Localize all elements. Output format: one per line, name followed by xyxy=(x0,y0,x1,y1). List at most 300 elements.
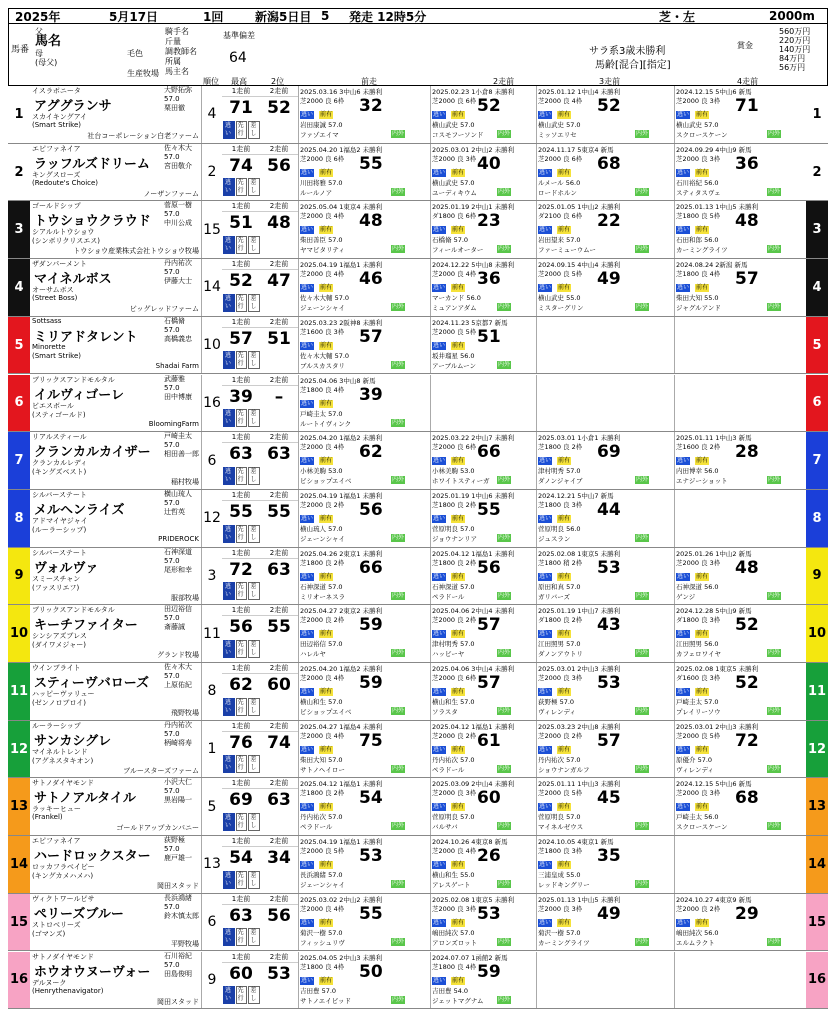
trainer-name: 田島俊明 xyxy=(164,969,192,978)
race-jockey: マーカンド 56.0 xyxy=(432,294,481,303)
race-jockey: 丹内祐次 57.0 xyxy=(432,755,475,764)
sire-name: リアルスティール xyxy=(32,433,87,442)
pace-mark: 逃い xyxy=(301,514,314,522)
second-value: 74 xyxy=(267,732,291,753)
dam-sire-name: (ゼンノロブロイ) xyxy=(32,699,86,707)
position-mark: 前有 xyxy=(558,918,571,926)
horse-info xyxy=(30,375,202,432)
horse-row xyxy=(8,952,828,1010)
finish-mark: 内外 xyxy=(636,187,649,195)
pace-mark: 逃い xyxy=(301,457,314,465)
race-course: 芝2000 良 2枠 xyxy=(432,616,477,625)
horse-name[interactable]: イルヴィゴーレ xyxy=(34,387,124,403)
race-winner: ミリオーネスラ xyxy=(300,592,346,601)
style-badge: 先行 xyxy=(236,640,248,658)
pace-mark: 逃い xyxy=(539,745,552,753)
horse-info xyxy=(30,605,202,662)
finish-mark: 内外 xyxy=(636,533,649,541)
farm-name: 服部牧場 xyxy=(171,593,199,602)
finish-mark: 内外 xyxy=(768,187,781,195)
race-heading: 2025.01.13 1中山5 未勝利 xyxy=(676,203,759,212)
second-label: 2走前 xyxy=(260,432,298,443)
prize-4: 84万円 xyxy=(779,54,806,63)
horse-row xyxy=(8,836,828,894)
race-cell-r2 xyxy=(430,201,536,258)
race-winner: ゲンジ xyxy=(676,592,696,601)
race-figure: 45 xyxy=(597,788,621,809)
race-winner: ジェーンシャイ xyxy=(300,534,345,543)
position-mark: 前有 xyxy=(320,976,333,984)
sire-name: ウインブライト xyxy=(32,664,81,672)
umaban-left: 9 xyxy=(8,548,30,605)
race-cell-r2 xyxy=(430,144,536,201)
pace-mark: 逃い xyxy=(301,918,314,926)
trainer-name: 田中博康 xyxy=(164,392,192,401)
jockey-name: 大野拓弥 xyxy=(164,86,192,94)
horse-name[interactable]: ラッフルズドリーム xyxy=(34,156,150,172)
horse-name[interactable]: キーチファイター xyxy=(34,618,138,634)
pace-mark: 逃い xyxy=(539,918,552,926)
finish-mark: 内外 xyxy=(498,303,511,311)
pace-mark: 逃い xyxy=(539,168,552,176)
finish-mark: 内外 xyxy=(392,707,405,714)
legend-rank: 順位 xyxy=(203,77,219,86)
horse-row xyxy=(8,317,828,375)
race-heading: 2025.04.12 1福島1 未勝利 xyxy=(432,722,515,731)
second-value: 51 xyxy=(267,328,291,349)
race-winner: アーブルムーン xyxy=(432,361,477,370)
race-jockey: 横山和生 57.0 xyxy=(300,698,343,706)
max-badges xyxy=(223,409,260,427)
max-label: 1走前 xyxy=(222,317,260,328)
race-heading: 2025.03.09 2中山4 未勝利 xyxy=(432,780,515,789)
position-mark: 前有 xyxy=(452,514,465,522)
race-course: 芝1800 良 4枠 xyxy=(676,270,721,279)
race-winner: ジュスラン xyxy=(538,534,571,543)
second-label: 2走前 xyxy=(260,548,298,559)
race-cell-r4 xyxy=(674,663,806,720)
style-badge: 差し xyxy=(248,121,260,139)
race-winner: エナジーショット xyxy=(676,477,728,486)
style-badge: 逃い xyxy=(223,640,235,658)
sire-name: ルーラーシップ xyxy=(32,721,81,730)
rank: 13 xyxy=(203,856,221,873)
max-badges xyxy=(223,236,260,254)
sire-name: サトノダイヤモンド xyxy=(32,952,94,961)
race-jockey: 柴田大知 55.0 xyxy=(676,294,719,303)
race-cell-r4 xyxy=(674,259,806,316)
race-course: 芝2000 良 5枠 xyxy=(300,847,345,856)
race-heading: 2024.07.07 1函館2 新馬 xyxy=(432,953,508,962)
race-cond: 馬齢[混合][指定] xyxy=(595,60,671,71)
race-jockey: 吉田豊 57.0 xyxy=(300,986,337,995)
weight: 57.0 xyxy=(164,787,180,796)
finish-mark: 内外 xyxy=(498,937,511,945)
jockey-name: 長浜鴻緒 xyxy=(164,893,192,902)
race-winner: ペラドール xyxy=(300,823,333,832)
finish-mark: 内外 xyxy=(498,245,511,253)
umaban-right: 1 xyxy=(806,86,828,143)
race-figure: 48 xyxy=(735,557,759,578)
style-badge: 先行 xyxy=(236,121,248,139)
style-badge: 差し xyxy=(248,813,260,831)
second-value: 48 xyxy=(267,213,291,234)
race-course: 芝1800 良 2枠 xyxy=(538,443,583,452)
race-cell-r4 xyxy=(674,548,806,605)
rank: 4 xyxy=(207,106,217,123)
dam-sire-name: (Smart Strike) xyxy=(32,121,81,129)
race-heading: 2025.05.04 1東京4 未勝利 xyxy=(300,203,383,212)
race-heading: 2025.01.13 1中山5 未勝利 xyxy=(538,895,621,904)
pace-mark: 逃い xyxy=(301,226,314,234)
position-mark: 前有 xyxy=(452,572,465,580)
race-jockey: ルメール 56.0 xyxy=(538,178,581,187)
max-label: 1走前 xyxy=(222,201,260,212)
dam-name: クランカルレディ xyxy=(32,459,88,468)
position-mark: 前有 xyxy=(558,630,571,638)
position-mark: 前有 xyxy=(320,918,333,926)
legend-max: 最高 xyxy=(231,77,247,86)
pace-mark: 逃い xyxy=(677,688,690,695)
style-badge: 先行 xyxy=(236,986,248,1004)
pace-mark: 逃い xyxy=(301,803,314,811)
race-figure: 68 xyxy=(735,788,759,809)
farm-name: 稲村牧場 xyxy=(171,478,199,487)
race-heading: 2025.01.19 1中山6 未勝利 xyxy=(432,491,515,500)
race-figure: 56 xyxy=(477,557,501,578)
horse-row xyxy=(8,201,828,259)
race-figure: 22 xyxy=(597,211,621,232)
pace-mark: 逃い xyxy=(433,861,446,869)
pace-mark: 逃い xyxy=(433,341,446,349)
max-label: 1走前 xyxy=(222,548,260,559)
pace-mark: 逃い xyxy=(539,284,552,292)
style-badge: 先行 xyxy=(236,698,248,716)
farm-name: ブルースターズファーム xyxy=(123,766,199,775)
dam-sire-name: (Frankel) xyxy=(32,813,63,822)
horse-info xyxy=(30,490,202,547)
race-course: 芝2000 良 4枠 xyxy=(300,212,345,221)
style-badge: 先行 xyxy=(236,755,248,773)
pace-mark: 逃い xyxy=(677,803,690,811)
race-cell-r1 xyxy=(298,605,430,662)
finish-mark: 内外 xyxy=(636,937,649,945)
sire-name: イスラボニータ xyxy=(32,87,81,95)
prize-5: 56万円 xyxy=(779,63,806,72)
max-value: 52 xyxy=(229,271,253,292)
max-label: 1走前 xyxy=(222,490,260,501)
style-badge: 先行 xyxy=(236,928,248,946)
umaban-left: 4 xyxy=(8,259,30,316)
race-heading: 2025.01.19 1中山7 未勝利 xyxy=(538,607,621,616)
race-course: 芝2000 良 4枠 xyxy=(432,847,477,856)
trainer-name: 辻哲英 xyxy=(164,507,185,516)
jockey-block xyxy=(164,548,202,575)
finish-mark: 内外 xyxy=(768,591,781,599)
race-figure: 36 xyxy=(735,153,759,174)
sire-name: サトノダイヤモンド xyxy=(32,779,94,788)
jockey-name: 佐々木大 xyxy=(164,663,192,671)
second-index xyxy=(260,721,298,778)
race-figure: 48 xyxy=(735,211,759,232)
horse-name[interactable]: ハードロックスター xyxy=(34,849,151,865)
race-course: 芝1800 良 5枠 xyxy=(676,212,721,221)
rank: 16 xyxy=(203,394,221,411)
race-figure: 36 xyxy=(477,269,501,290)
second-index xyxy=(260,86,298,143)
race-cell-r3 xyxy=(536,836,674,893)
legend-mother: 母 xyxy=(35,49,43,58)
max-badges xyxy=(223,755,260,773)
race-course: 芝2000 良 3枠 xyxy=(432,154,477,163)
style-badge: 逃い xyxy=(223,236,235,254)
jockey-block xyxy=(164,721,202,748)
position-mark: 前有 xyxy=(452,745,465,753)
race-cell-r2 xyxy=(430,836,536,893)
horse-info xyxy=(30,894,202,951)
umaban-left: 2 xyxy=(8,144,30,201)
trainer-name: 黒岩陽一 xyxy=(164,796,192,805)
max-badges xyxy=(223,121,260,139)
jockey-name: 石橋脩 xyxy=(164,316,185,325)
style-badge: 先行 xyxy=(236,871,248,889)
farm-name: ノーザンファーム xyxy=(143,189,199,198)
max-index xyxy=(222,548,260,605)
race-course: 芝1600 良 2枠 xyxy=(676,443,721,452)
race-course: 芝2000 良 6枠 xyxy=(300,154,345,163)
horse-name[interactable]: ホウオウヌーヴォー xyxy=(34,964,151,980)
umaban-right: 10 xyxy=(806,605,828,662)
horse-name[interactable]: アググランサ xyxy=(34,99,112,114)
max-value: 71 xyxy=(229,98,253,118)
race-figure: 46 xyxy=(359,269,383,290)
race-figure: 57 xyxy=(477,673,501,693)
style-badge: 差し xyxy=(248,755,260,773)
prize-2: 220万円 xyxy=(779,36,811,45)
race-winner: ハッピーヤ xyxy=(432,650,465,659)
horse-name[interactable]: クランカルカイザー xyxy=(34,445,151,461)
max-value: 69 xyxy=(229,790,253,811)
race-heading: 2025.04.19 1福島1 未勝利 xyxy=(300,491,383,500)
race-cell-r1 xyxy=(298,375,430,432)
legend-prev3: 3走前 xyxy=(599,77,621,86)
finish-mark: 内外 xyxy=(636,649,649,657)
race-jockey: 石神深道 56.0 xyxy=(676,582,719,591)
race-jockey: 石田和郎 56.0 xyxy=(676,236,719,245)
race-figure: 59 xyxy=(359,673,383,693)
rank: 1 xyxy=(207,741,217,758)
race-cell-r1 xyxy=(298,836,430,893)
race-course: 芝1600 良 3枠 xyxy=(300,327,345,336)
race-cell-r2 xyxy=(430,605,536,662)
pace-mark: 逃い xyxy=(433,976,446,984)
umaban-left: 10 xyxy=(8,605,30,662)
legend-jockey: 騎手名 xyxy=(165,27,189,36)
max-value: 55 xyxy=(229,501,253,522)
position-mark: 前有 xyxy=(452,226,465,234)
umaban-right: 7 xyxy=(806,432,828,489)
race-heading: 2025.03.23 2阪神8 未勝利 xyxy=(300,318,383,327)
race-jockey: 戸崎圭太 57.0 xyxy=(676,698,719,706)
horse-name[interactable]: トウショウクラウド xyxy=(34,214,151,230)
finish-mark: 内外 xyxy=(392,418,405,426)
pace-mark: 逃い xyxy=(433,918,446,926)
max-label: 1走前 xyxy=(222,778,260,789)
race-figure: 52 xyxy=(735,615,759,636)
horse-name[interactable]: ペリーズブルー xyxy=(34,906,124,922)
position-mark: 前有 xyxy=(696,168,709,176)
style-badge: 差し xyxy=(248,640,260,658)
style-badge: 先行 xyxy=(236,813,248,831)
race-winner: サトノエイビッド xyxy=(300,996,352,1005)
second-label: 2走前 xyxy=(260,317,298,328)
position-mark: 前有 xyxy=(558,111,571,118)
race-heading: 2025.01.19 2中山1 未勝利 xyxy=(432,203,515,212)
race-figure: 32 xyxy=(359,96,383,116)
umaban-right: 3 xyxy=(806,201,828,258)
finish-mark: 内外 xyxy=(498,764,511,772)
race-jockey: 原田和真 57.0 xyxy=(538,582,581,591)
race-heading: 2025.03.01 2中山3 未勝利 xyxy=(538,665,621,673)
race-cell-r4 xyxy=(674,894,806,951)
legend-trainer: 調教師名 xyxy=(165,47,197,56)
race-course: 芝2000 良 6枠 xyxy=(300,97,345,105)
dam-name: シンシアズブレス xyxy=(32,632,87,641)
rank: 9 xyxy=(207,971,217,988)
race-cell-r3 xyxy=(536,259,674,316)
race-course: 芝2000 良 4枠 xyxy=(300,443,345,452)
style-badge: 差し xyxy=(248,294,260,312)
umaban-right: 14 xyxy=(806,836,828,893)
position-mark: 前有 xyxy=(452,688,465,695)
max-badges xyxy=(223,698,260,716)
second-index xyxy=(260,317,298,374)
second-value: 53 xyxy=(267,963,291,984)
pace-mark: 逃い xyxy=(539,514,552,522)
max-label: 1走前 xyxy=(222,663,260,674)
finish-mark: 内外 xyxy=(498,360,511,368)
horse-name[interactable]: サトノアルタイル xyxy=(34,791,136,807)
race-figure: 53 xyxy=(597,557,621,578)
race-figure: 57 xyxy=(735,269,759,290)
position-mark: 前有 xyxy=(320,168,333,176)
jockey-name: 横山琉人 xyxy=(164,489,192,498)
style-badge: 逃い xyxy=(223,525,235,543)
second-value: 55 xyxy=(267,501,291,522)
legend-father: 父 xyxy=(35,27,43,36)
race-heading: 2025.03.02 2中山2 未勝利 xyxy=(300,895,383,904)
dam-name: スカイキングアイ xyxy=(32,113,87,121)
umaban-right: 8 xyxy=(806,490,828,547)
rank: 6 xyxy=(207,914,217,931)
second-label: 2走前 xyxy=(260,144,298,155)
race-title: サラ系3歳未勝利 xyxy=(589,46,666,57)
max-index xyxy=(222,144,260,201)
horse-name[interactable]: サンカシグレ xyxy=(34,733,112,749)
horse-name[interactable]: メルヘンライズ xyxy=(34,502,125,518)
race-winner: ブルスカスタリ xyxy=(300,361,346,370)
rank: 2 xyxy=(207,164,217,181)
race-figure: 55 xyxy=(477,499,501,520)
dam-sire-name: (ファスリエフ) xyxy=(32,583,80,592)
max-index xyxy=(222,778,260,835)
race-winner: ファーミューウムー xyxy=(538,246,596,255)
race-figure: 55 xyxy=(359,153,383,174)
position-mark: 前有 xyxy=(320,226,333,234)
legend-prev1: 前走 xyxy=(361,77,377,86)
race-heading: 2025.04.20 1福島2 未勝利 xyxy=(300,665,383,673)
style-badge: 逃い xyxy=(223,871,235,889)
race-winner: スクロースケーン xyxy=(676,131,728,139)
finish-mark: 内外 xyxy=(768,707,781,714)
second-value: 56 xyxy=(267,155,291,176)
second-index xyxy=(260,663,298,720)
race-course: ダ1800 良 3枠 xyxy=(676,616,721,625)
race-jockey: 原優介 57.0 xyxy=(676,755,713,764)
horse-name[interactable]: マイネルボス xyxy=(34,272,112,288)
race-cell-r1 xyxy=(298,548,430,605)
race-winner: ヴィレンディ xyxy=(676,765,714,774)
horse-name[interactable]: ミリアドタレント xyxy=(34,329,138,345)
race-cell-r2 xyxy=(430,663,536,720)
race-cell-r4 xyxy=(674,778,806,835)
race-jockey: 荻野極 57.0 xyxy=(538,698,575,706)
farm-name: ゴールドアップカンパニー xyxy=(116,824,199,833)
pace-mark: 逃い xyxy=(539,630,552,638)
max-value: 60 xyxy=(229,963,253,984)
pace-mark: 逃い xyxy=(539,572,552,580)
dam-sire-name: (ルーラーシップ) xyxy=(32,525,87,534)
horse-name[interactable]: ヴォルヴァ xyxy=(34,560,99,576)
style-badge: 先行 xyxy=(236,178,248,196)
horse-row xyxy=(8,86,828,144)
farm-name: グランド牧場 xyxy=(157,651,199,660)
horse-name[interactable]: スティーヴバローズ xyxy=(34,676,150,691)
race-jockey: 丹内祐次 57.0 xyxy=(538,755,581,764)
finish-mark: 内外 xyxy=(636,591,649,599)
trainer-name: 宮田敬介 xyxy=(164,161,192,170)
race-course: 芝2000 良 3枠 xyxy=(538,904,583,913)
race-heading: 2024.10.26 4東京8 新馬 xyxy=(432,838,508,847)
finish-mark: 内外 xyxy=(498,533,511,541)
finish-mark: 内外 xyxy=(498,822,511,830)
dam-sire-name: (Redoute's Choice) xyxy=(32,178,99,187)
race-jockey: 横山和生 57.0 xyxy=(432,698,475,706)
race-figure: 55 xyxy=(359,903,383,924)
style-badge: 差し xyxy=(248,928,260,946)
race-heading: 2025.04.26 2東京1 未勝利 xyxy=(300,549,383,558)
race-cell-r4 xyxy=(674,432,806,489)
race-cell-r1 xyxy=(298,259,430,316)
jockey-block xyxy=(164,432,202,459)
race-winner: サトノヘイロー xyxy=(300,765,345,774)
jockey-name: 荻野極 xyxy=(164,836,185,845)
max-index xyxy=(222,836,260,893)
trainer-name: 斎藤誠 xyxy=(164,623,185,632)
race-heading: 2025.04.27 1福島4 未勝利 xyxy=(300,722,383,731)
race-jockey: 菅原明良 57.0 xyxy=(432,813,475,822)
max-value: 63 xyxy=(229,905,253,926)
rank: 14 xyxy=(203,279,221,296)
race-cell-r3 xyxy=(536,605,674,662)
race-cell-r1 xyxy=(298,894,430,951)
race-figure: 40 xyxy=(477,153,501,174)
race-course: 芝2000 良 2枠 xyxy=(676,904,721,913)
race-winner: カーミングライツ xyxy=(538,938,590,947)
horse-row xyxy=(8,894,828,952)
style-badge: 差し xyxy=(248,178,260,196)
second-label: 2走前 xyxy=(260,259,298,270)
